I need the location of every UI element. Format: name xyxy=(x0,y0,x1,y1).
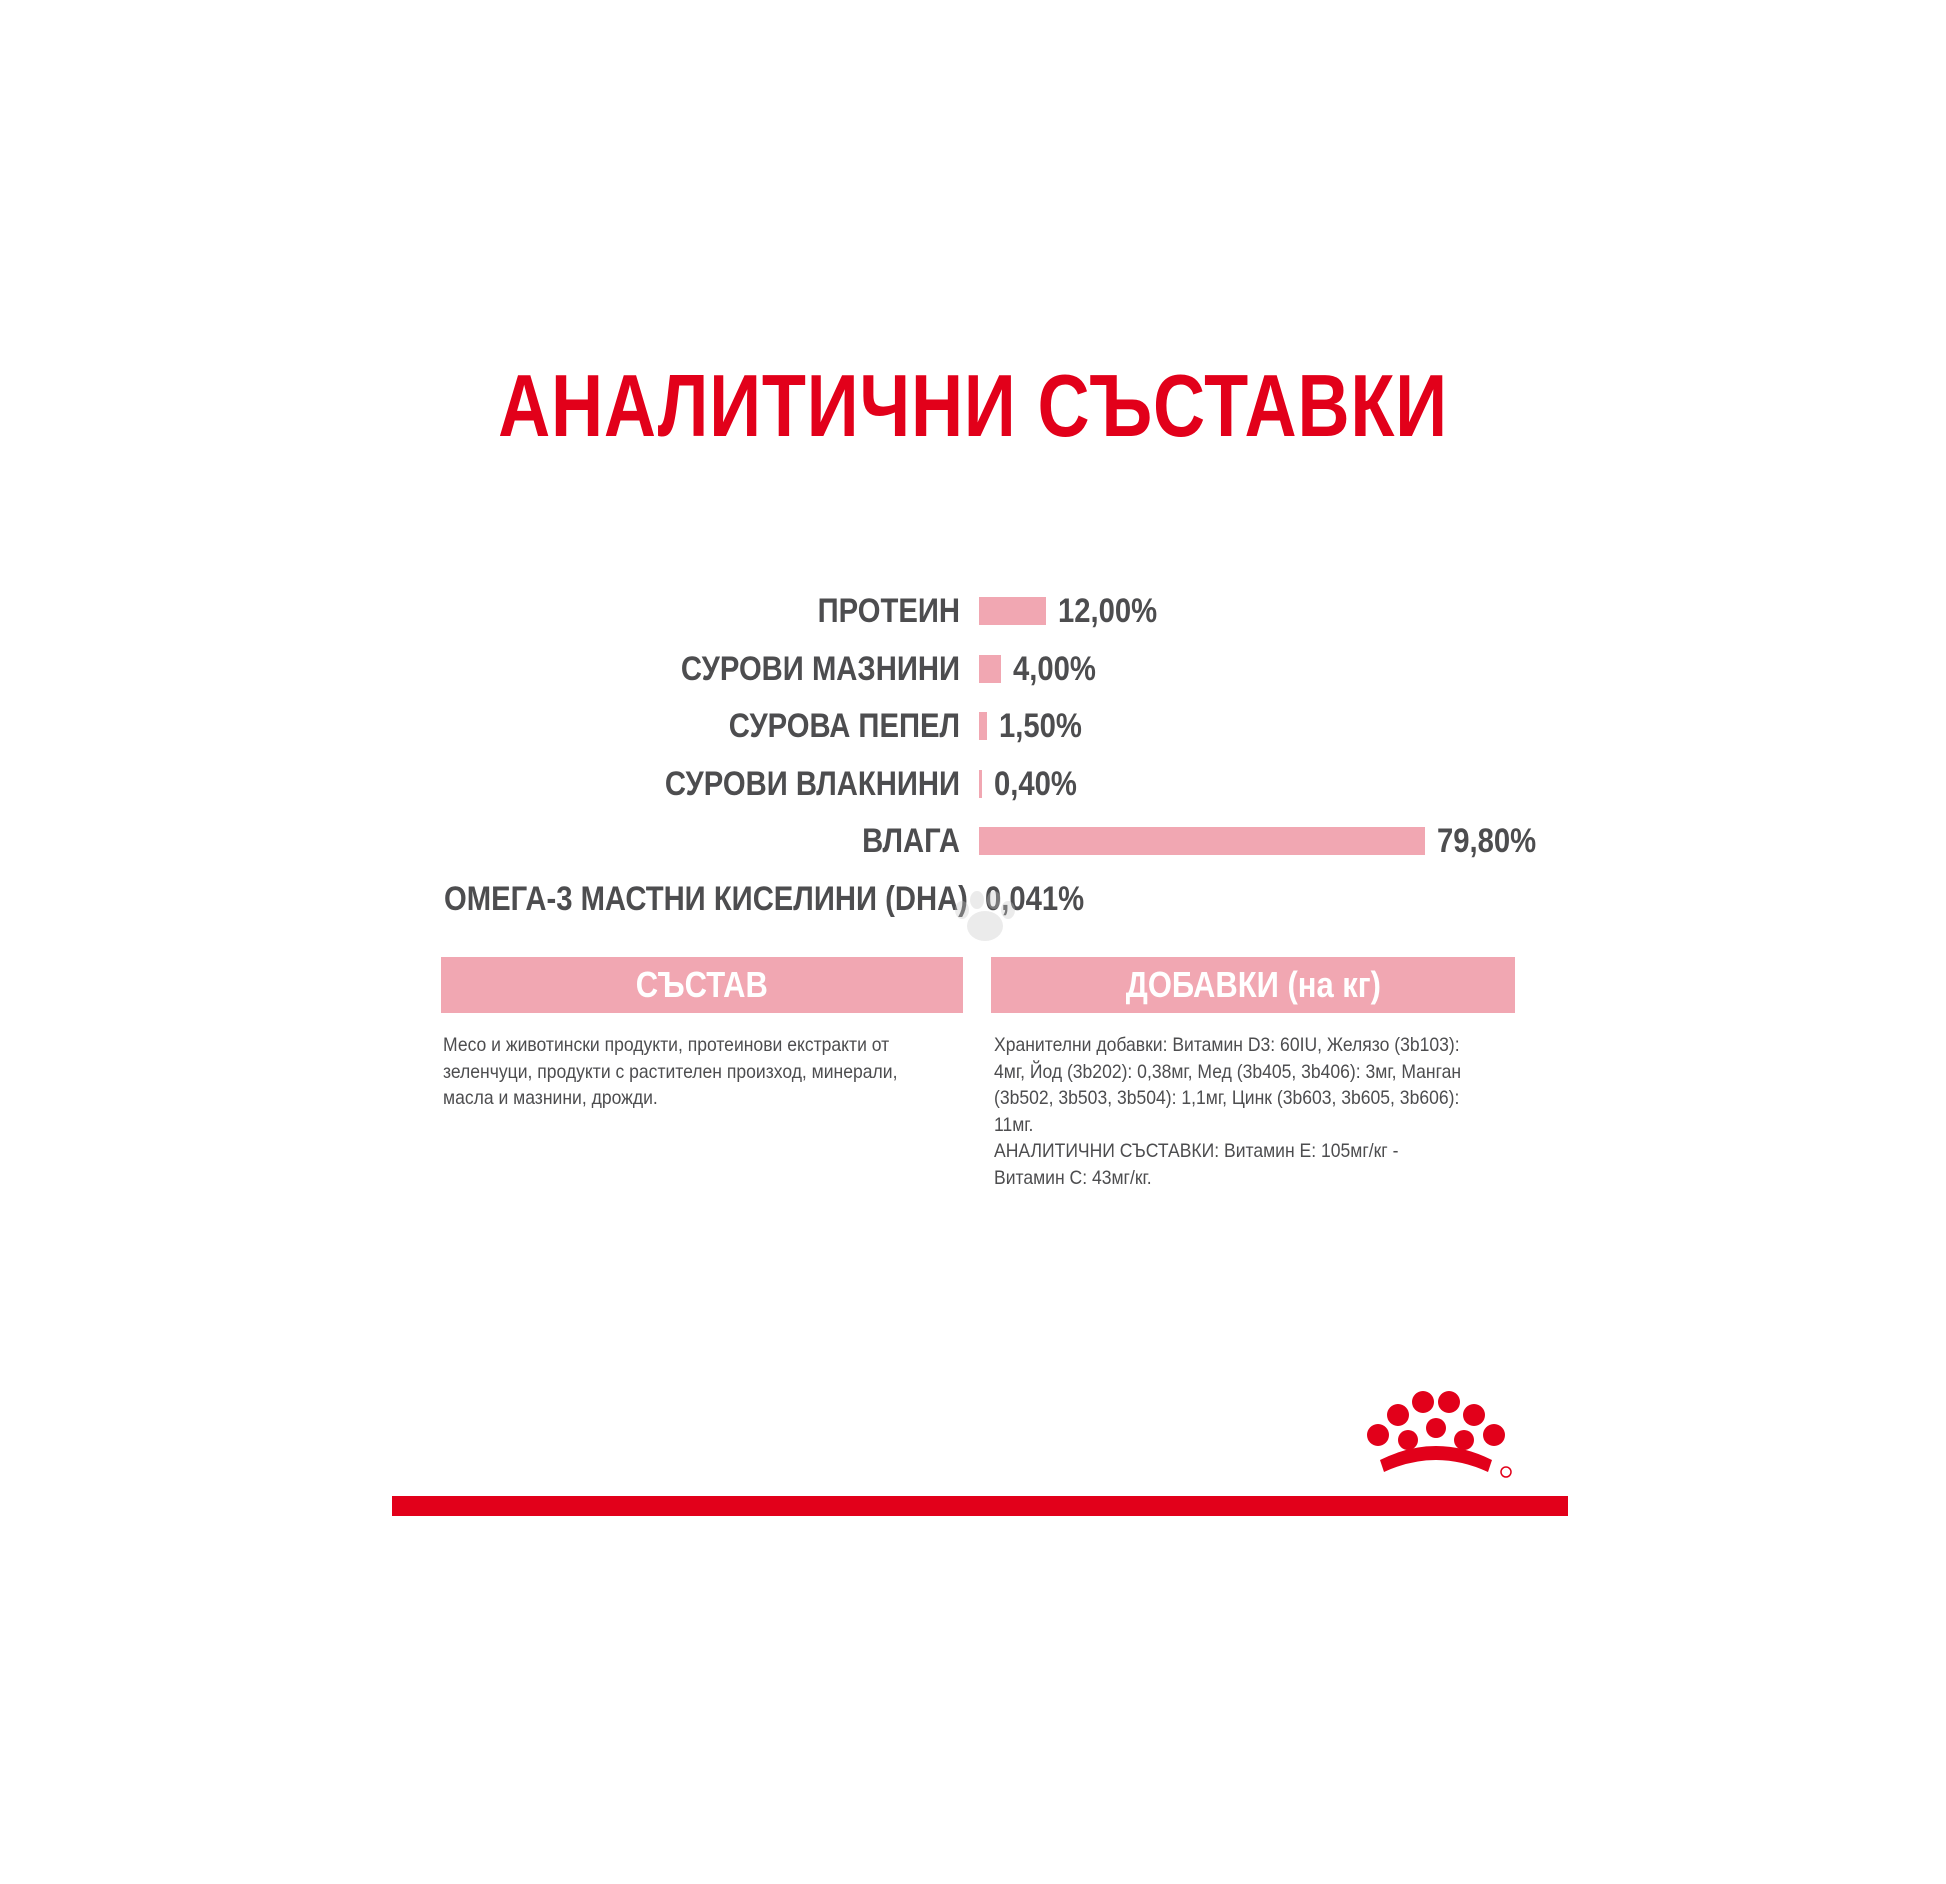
category-label: СУРОВА ПЕПЕЛ xyxy=(728,707,960,745)
bar xyxy=(979,597,1046,625)
composition-line: зеленчуци, продукти с растителен произход, минерали, xyxy=(443,1060,898,1083)
composition-line: Месо и животински продукти, протеинови екстракти от xyxy=(443,1034,890,1056)
royal-canin-crown-icon xyxy=(1350,1380,1520,1480)
value-label: 0,041% xyxy=(985,879,1085,918)
page-title: АНАЛИТИЧНИ СЪСТАВКИ xyxy=(498,356,1448,455)
composition-heading: СЪСТАВ xyxy=(635,964,769,1005)
additives-line: Хранителни добавки: Витамин D3: 60IU, Желязо (3b103): xyxy=(994,1034,1460,1056)
additives-heading: ДОБАВКИ (на кг) xyxy=(1125,964,1381,1005)
value-label: 12,00% xyxy=(1058,592,1158,630)
composition-text xyxy=(443,1032,947,1112)
bar xyxy=(979,827,1425,855)
paw-icon xyxy=(930,888,1040,958)
value-label: 1,50% xyxy=(999,707,1083,745)
category-label: ОМЕГА-3 МАСТНИ КИСЕЛИНИ (DHA) xyxy=(444,879,968,918)
additives-line: Витамин С: 43мг/кг. xyxy=(994,1166,1152,1189)
value-label: 0,40% xyxy=(994,764,1077,803)
bottom-rule xyxy=(392,1496,1568,1516)
bar xyxy=(979,712,987,740)
bar xyxy=(979,770,982,798)
additives-header xyxy=(991,957,1515,1013)
category-label: ВЛАГА xyxy=(862,822,960,860)
additives-line: АНАЛИТИЧНИ СЪСТАВКИ: Витамин Е: 105мг/кг - xyxy=(994,1140,1399,1162)
category-label: ПРОТЕИН xyxy=(817,592,960,630)
composition-header xyxy=(441,957,963,1013)
additives-line: 4мг, Йод (3b202): 0,38мг, Мед (3b405, 3b406): 3мг, Манган xyxy=(994,1060,1462,1083)
value-label: 79,80% xyxy=(1437,822,1537,860)
bar xyxy=(979,655,1001,683)
category-label: СУРОВИ МАЗНИНИ xyxy=(680,649,960,688)
composition-line: масла и мазнини, дрожди. xyxy=(443,1087,658,1109)
category-label: СУРОВИ ВЛАКНИНИ xyxy=(664,764,960,803)
value-label: 4,00% xyxy=(1013,649,1097,688)
additives-text xyxy=(994,1032,1516,1191)
additives-line: 11мг. xyxy=(994,1113,1034,1136)
additives-line: (3b502, 3b503, 3b504): 1,1мг, Цинк (3b603, 3b605, 3b606): xyxy=(994,1087,1460,1109)
